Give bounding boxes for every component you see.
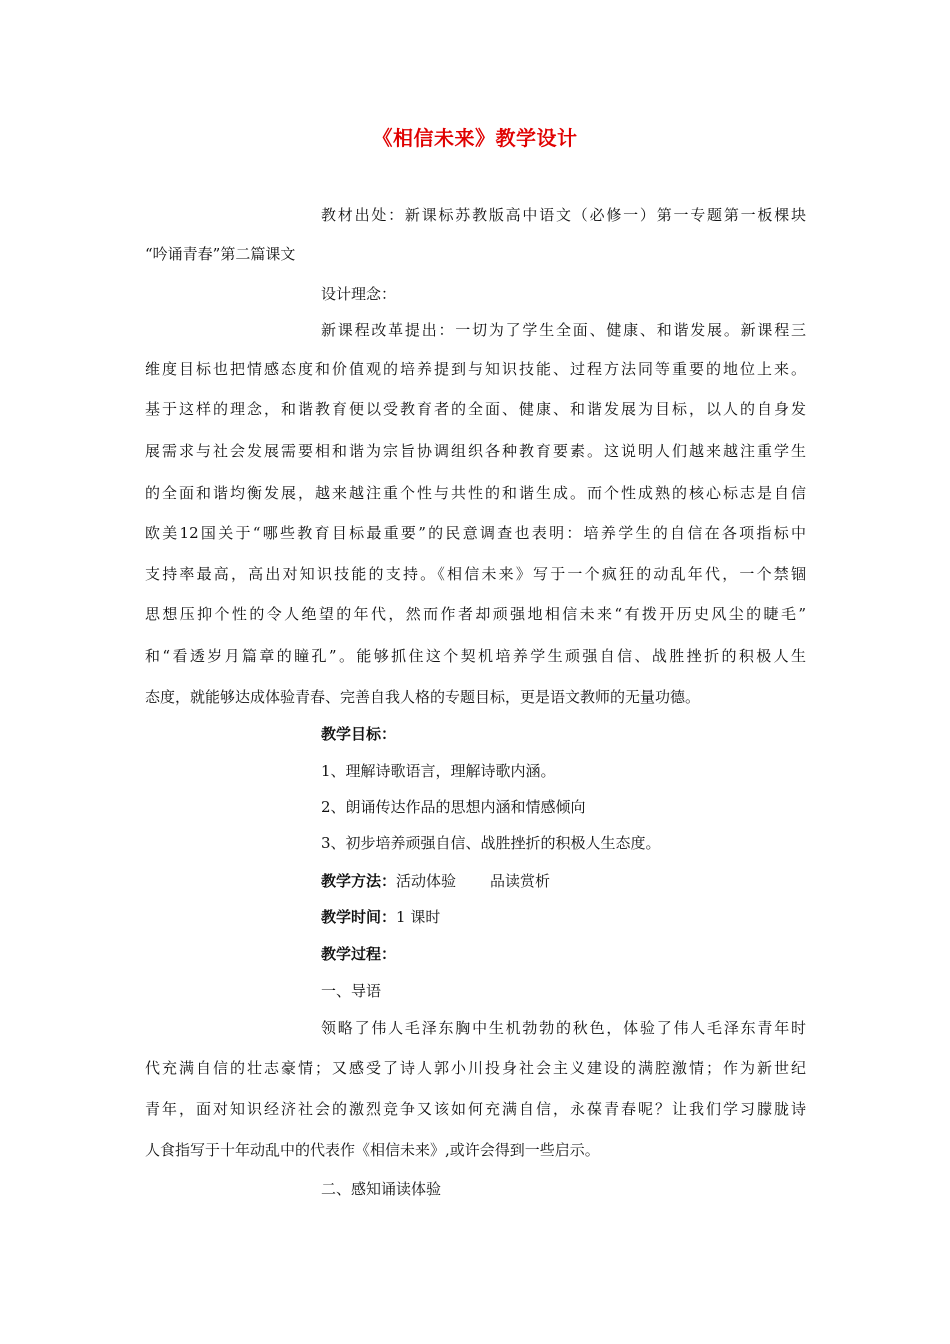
section-heading-intro: 一、导语	[321, 982, 382, 1000]
time-line	[321, 907, 806, 927]
concept-line: 态度，就能够达成体验青春、完善自我人格的专题目标，更是语文教师的无量功德。	[145, 688, 701, 706]
method-line	[321, 871, 806, 891]
goal-item: 2、朗诵传达作品的思想内涵和情感倾向	[321, 798, 586, 816]
concept-line: 的全面和谐均衡发展，越来越注重个性与共性的和谐生成。而个性成熟的核心标志是自信	[145, 484, 806, 502]
concept-line: 新课程改革提出：一切为了学生全面、健康、和谐发展。新课程三	[321, 321, 806, 339]
intro-line: 代充满自信的壮志豪情；又感受了诗人郭小川投身社会主义建设的满腔激情；作为新世纪	[145, 1059, 806, 1077]
process-heading: 教学过程：	[321, 945, 397, 963]
concept-line: 维度目标也把情感态度和价值观的培养提到与知识技能、过程方法同等重要的地位上来。	[145, 360, 806, 378]
goal-item: 3、初步培养顽强自信、战胜挫折的积极人生态度。	[321, 834, 661, 852]
intro-line: 人食指写于十年动乱中的代表作《相信未来》,或许会得到一些启示。	[145, 1141, 600, 1159]
concept-line: 支持率最高，高出对知识技能的支持。《相信未来》写于一个疯狂的动乱年代，一个禁锢	[145, 565, 806, 583]
concept-line: 基于这样的理念，和谐教育便以受教育者的全面、健康、和谐发展为目标，以人的自身发	[145, 400, 806, 418]
method-value-1: 活动体验	[396, 872, 457, 890]
intro-line: 领略了伟人毛泽东胸中生机勃勃的秋色，体验了伟人毛泽东青年时	[321, 1019, 806, 1037]
source-line-1: 教材出处：新课标苏教版高中语文（必修一）第一专题第一板棵块	[321, 206, 806, 224]
concept-line: 展需求与社会发展需要相和谐为宗旨协调组织各种教育要素。这说明人们越来越注重学生	[145, 442, 806, 460]
goal-item: 1、理解诗歌语言，理解诗歌内涵。	[321, 762, 556, 780]
concept-line: 和“看透岁月篇章的瞳孔”。能够抓住这个契机培养学生顽强自信、战胜挫折的积极人生	[145, 647, 806, 665]
source-line-2: “吟诵青春”第二篇课文	[145, 245, 296, 263]
time-value: 1 课时	[396, 908, 441, 926]
concept-heading: 设计理念：	[321, 285, 397, 303]
method-value-2: 品读赏析	[490, 872, 551, 890]
concept-line: 思想压抑个性的令人绝望的年代，然而作者却顽强地相信未来“有拨开历史风尘的睫毛”	[145, 605, 806, 623]
goals-heading: 教学目标：	[321, 725, 397, 743]
method-label: 教学方法：	[321, 872, 397, 890]
intro-line: 青年，面对知识经济社会的激烈竞争又该如何充满自信，永葆青春呢？让我们学习朦胧诗	[145, 1100, 806, 1118]
section-heading-reading: 二、感知诵读体验	[321, 1180, 442, 1198]
document-title: 《相信未来》教学设计	[372, 126, 578, 150]
concept-line: 欧美12国关于“哪些教育目标最重要”的民意调查也表明：培养学生的自信在各项指标中	[145, 524, 806, 542]
time-label: 教学时间：	[321, 908, 397, 926]
